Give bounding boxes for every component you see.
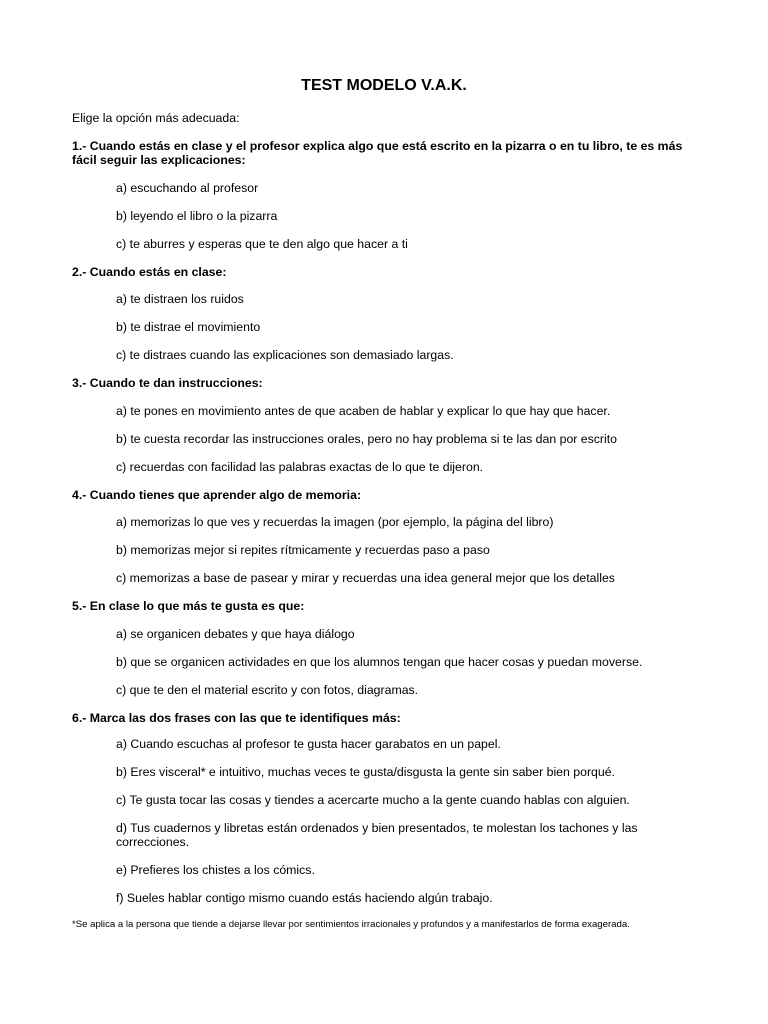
- option-4c: c) memorizas a base de pasear y mirar y recuerdas una idea general mejor que los detalles: [116, 571, 615, 585]
- footnote: *Se aplica a la persona que tiende a dejarse llevar por sentimientos irracionales y profundos y a manifestarlos de forma exagerada.: [72, 919, 630, 930]
- option-6d: d) Tus cuadernos y libretas están ordenados y bien presentados, te molestan los tachones y las correcciones.: [116, 821, 638, 849]
- option-4a: a) memorizas lo que ves y recuerdas la imagen (por ejemplo, la página del libro): [116, 515, 554, 529]
- question-4: 4.- Cuando tienes que aprender algo de memoria:: [72, 488, 362, 502]
- instructions-text: Elige la opción más adecuada:: [72, 111, 240, 125]
- option-6f: f) Sueles hablar contigo mismo cuando estás haciendo algún trabajo.: [116, 891, 493, 905]
- option-6a: a) Cuando escuchas al profesor te gusta hacer garabatos en un papel.: [116, 737, 501, 751]
- option-2b: b) te distrae el movimiento: [116, 320, 261, 334]
- option-3c: c) recuerdas con facilidad las palabras exactas de lo que te dijeron.: [116, 460, 484, 474]
- option-2c: c) te distraes cuando las explicaciones son demasiado largas.: [116, 348, 454, 362]
- option-5a: a) se organicen debates y que haya diálogo: [116, 627, 355, 641]
- option-1a: a) escuchando al profesor: [116, 181, 259, 195]
- question-5: 5.- En clase lo que más te gusta es que:: [72, 599, 305, 613]
- option-4b: b) memorizas mejor si repites rítmicamente y recuerdas paso a paso: [116, 543, 490, 557]
- document-title: TEST MODELO V.A.K.: [301, 77, 467, 94]
- option-3a: a) te pones en movimiento antes de que acaben de hablar y explicar lo que hay que hacer.: [116, 404, 611, 418]
- option-3b: b) te cuesta recordar las instrucciones orales, pero no hay problema si te las dan por escrito: [116, 432, 618, 446]
- question-1: 1.- Cuando estás en clase y el profesor explica algo que está escrito en la pizarra o en tu libro, te es más fácil seguir las explicaciones:: [72, 139, 683, 167]
- option-5c: c) que te den el material escrito y con fotos, diagramas.: [116, 683, 419, 697]
- option-2a: a) te distraen los ruidos: [116, 292, 244, 306]
- option-1b: b) leyendo el libro o la pizarra: [116, 209, 278, 223]
- question-2: 2.- Cuando estás en clase:: [72, 265, 227, 279]
- option-5b: b) que se organicen actividades en que los alumnos tengan que hacer cosas y puedan moverse.: [116, 655, 643, 669]
- question-3: 3.- Cuando te dan instrucciones:: [72, 376, 263, 390]
- question-6: 6.- Marca las dos frases con las que te identifiques más:: [72, 711, 401, 725]
- option-6c: c) Te gusta tocar las cosas y tiendes a acercarte mucho a la gente cuando hablas con alguien.: [116, 793, 630, 807]
- option-1c: c) te aburres y esperas que te den algo que hacer a ti: [116, 237, 408, 251]
- option-6b: b) Eres visceral* e intuitivo, muchas veces te gusta/disgusta la gente sin saber bien porqué.: [116, 765, 615, 779]
- option-6e: e) Prefieres los chistes a los cómics.: [116, 863, 315, 877]
